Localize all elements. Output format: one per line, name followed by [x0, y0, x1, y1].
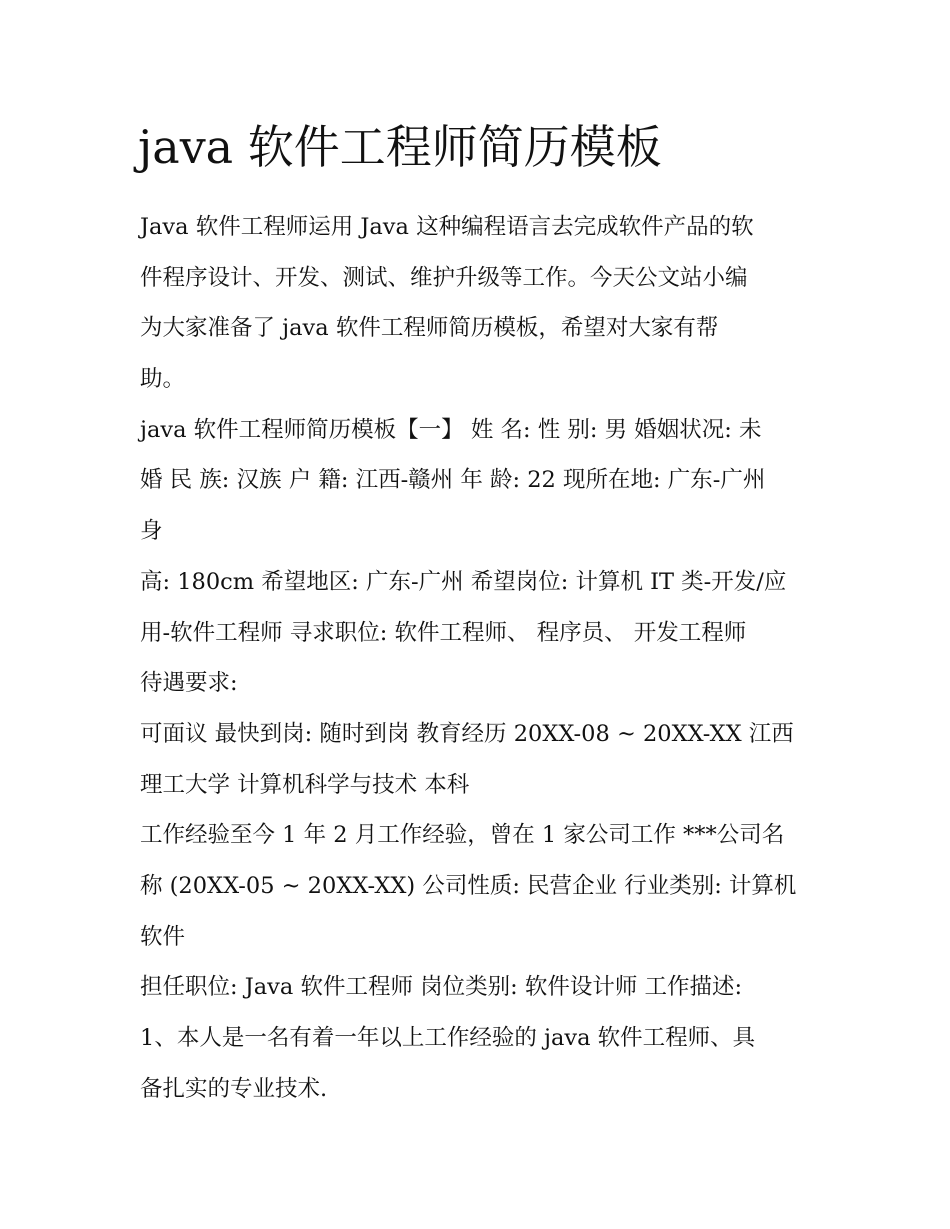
text-line: 软件 [140, 923, 186, 950]
text-line: 理工大学 计算机科学与技术 本科 [140, 771, 470, 798]
paragraph-work-experience [140, 810, 820, 962]
text-line: 备扎实的专业技术. [140, 1075, 328, 1102]
page-title: java 软件工程师简历模板 [138, 120, 662, 174]
text-line: java 软件工程师简历模板【一】 姓 名: 性 别: 男 婚姻状况: 未 [140, 416, 762, 443]
paragraph-job-intent [140, 557, 820, 709]
text-line: 待遇要求: [140, 670, 238, 697]
text-line: 称 (20XX-05 ~ 20XX-XX) 公司性质: 民营企业 行业类别: 计算机 [140, 872, 797, 899]
paragraph-intro [140, 202, 820, 405]
text-line: 婚 民 族: 汉族 户 籍: 江西-赣州 年 龄: 22 现所在地: 广东-广州 [140, 467, 766, 494]
paragraph-education [140, 709, 820, 810]
text-line: 可面议 最快到岗: 随时到岗 教育经历 20XX-08 ~ 20XX-XX 江西 [140, 720, 794, 747]
text-line: 工作经验至今 1 年 2 月工作经验，曾在 1 家公司工作 ***公司名 [140, 822, 785, 849]
text-line: 1、本人是一名有着一年以上工作经验的 java 软件工程师、具 [140, 1025, 756, 1051]
text-line: Java 软件工程师运用 Java 这种编程语言去完成软件产品的软 [140, 214, 754, 240]
text-line: 高: 180cm 希望地区: 广东-广州 希望岗位: 计算机 IT 类-开发/应 [140, 568, 787, 595]
document-body [140, 202, 820, 1114]
text-line: 件程序设计、开发、测试、维护升级等工作。今天公文站小编 [140, 264, 748, 291]
text-line: 用-软件工程师 寻求职位: 软件工程师、 程序员、 开发工程师 [140, 619, 747, 646]
text-line: 助。 [140, 366, 186, 393]
text-line: 担任职位: Java 软件工程师 岗位类别: 软件设计师 工作描述: [140, 974, 743, 1001]
text-line: 身 [140, 518, 163, 545]
paragraph-description-item [140, 1013, 820, 1114]
paragraph-position [140, 962, 820, 1013]
text-line: 为大家准备了 java 软件工程师简历模板，希望对大家有帮 [140, 315, 719, 342]
paragraph-personal-info [140, 405, 820, 557]
